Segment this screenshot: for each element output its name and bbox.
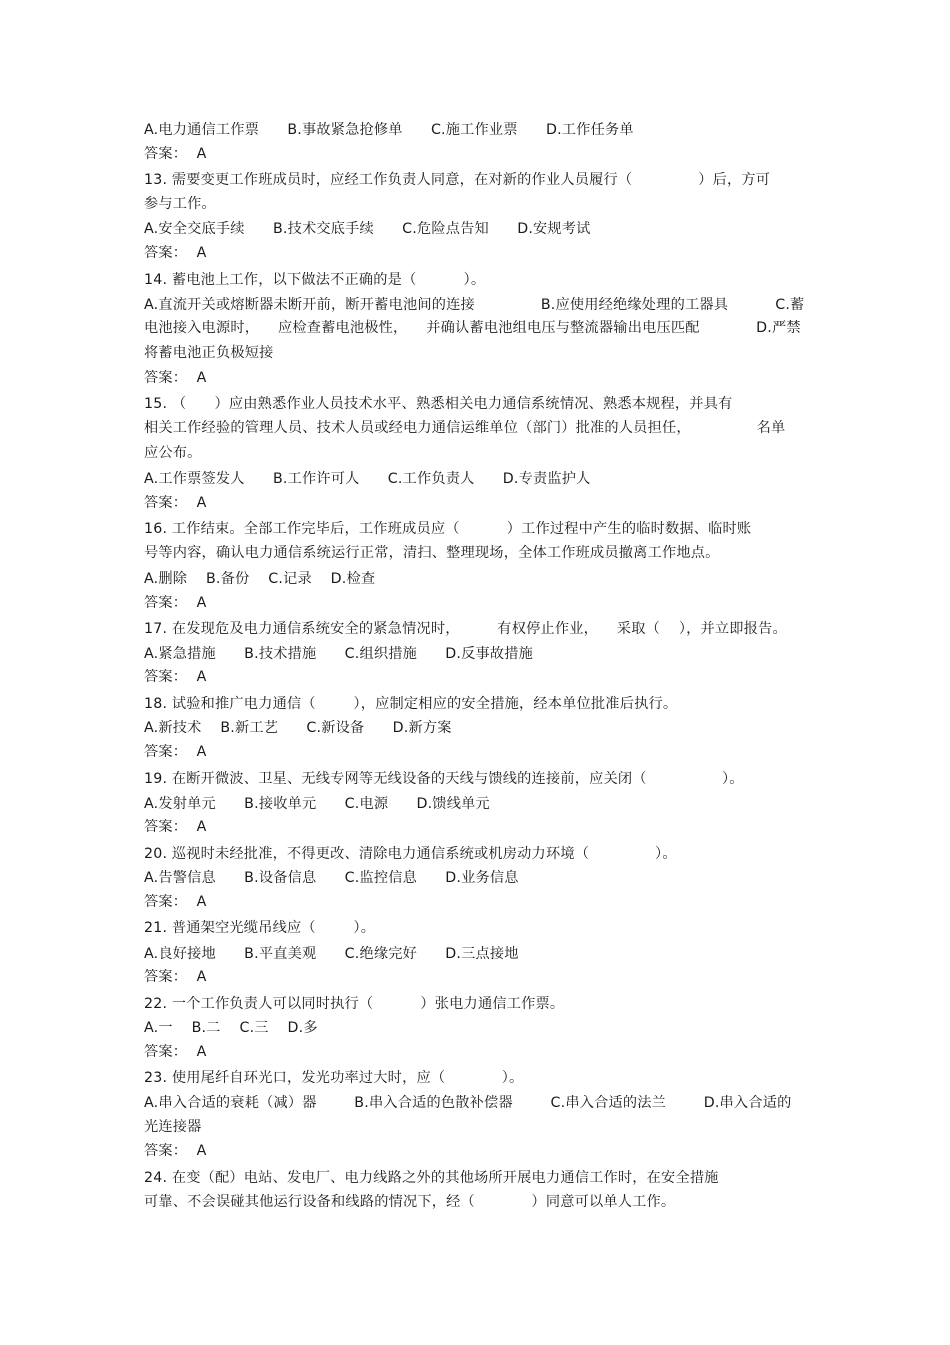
question-line: 13. 需要变更工作班成员时，应经工作负责人同意，在对新的作业人员履行（ ）后，方可 (144, 172, 771, 188)
option-line: A.告警信息 B.设备信息 C.监控信息 D.业务信息 (144, 870, 519, 886)
option-line: 将蓄电池正负极短接 (144, 345, 274, 361)
question-line: 号等内容，确认电力通信系统运行正常，清扫、整理现场，全体工作班成员撤离工作地点。 (144, 545, 720, 561)
answer-line: 答案： A (144, 370, 207, 386)
option-line: A.紧急措施 B.技术措施 C.组织措施 D.反事故措施 (144, 646, 534, 662)
answer-line: 答案： A (144, 245, 207, 261)
option-line: A.良好接地 B.平直美观 C.绝缘完好 D.三点接地 (144, 946, 519, 962)
question-line: 23. 使用尾纤自环光口，发光功率过大时，应（ ）。 (144, 1070, 524, 1086)
option-line: A.串入合适的衰耗（减）器 B.串入合适的色散补偿器 C.串入合适的法兰 D.串入合适的 (144, 1095, 792, 1111)
question-line: 参与工作。 (144, 196, 216, 212)
answer-line: 答案： A (144, 146, 207, 162)
question-line: 18. 试验和推广电力通信（ ），应制定相应的安全措施，经本单位批准后执行。 (144, 696, 678, 712)
answer-line: 答案： A (144, 744, 207, 760)
question-line: 19. 在断开微波、卫星、无线专网等无线设备的天线与馈线的连接前，应关闭（ ）。 (144, 771, 744, 787)
option-line: 电池接入电源时， 应检查蓄电池极性， 并确认蓄电池组电压与整流器输出电压匹配 D.严禁 (144, 320, 801, 336)
question-line: 17. 在发现危及电力通信系统安全的紧急情况时， 有权停止作业， 采取（ ），并立即报告。 (144, 621, 787, 637)
option-line: A.一 B.二 C.三 D.多 (144, 1020, 318, 1036)
option-line: A.直流开关或熔断器未断开前，断开蓄电池间的连接 B.应使用经绝缘处理的工器具 C.蓄 (144, 297, 805, 313)
question-line: 14. 蓄电池上工作，以下做法不正确的是（ ）。 (144, 272, 486, 288)
option-line: A.电力通信工作票 B.事故紧急抢修单 C.施工作业票 D.工作任务单 (144, 122, 634, 138)
question-line: 24. 在变（配）电站、发电厂、电力线路之外的其他场所开展电力通信工作时，在安全措施 (144, 1170, 719, 1186)
answer-line: 答案： A (144, 1044, 207, 1060)
question-line: 16. 工作结束。全部工作完毕后，工作班成员应（ ）工作过程中产生的临时数据、临时账 (144, 521, 752, 537)
answer-line: 答案： A (144, 669, 207, 685)
option-line: A.删除 B.备份 C.记录 D.检查 (144, 571, 376, 587)
question-line: 22. 一个工作负责人可以同时执行（ ）张电力通信工作票。 (144, 996, 565, 1012)
answer-line: 答案： A (144, 595, 207, 611)
answer-line: 答案： A (144, 819, 207, 835)
answer-line: 答案： A (144, 495, 207, 511)
question-line: 15. （ ）应由熟悉作业人员技术水平、熟悉相关电力通信系统情况、熟悉本规程，并具有 (144, 396, 733, 412)
option-line: A.发射单元 B.接收单元 C.电源 D.馈线单元 (144, 796, 490, 812)
option-line: A.新技术 B.新工艺 C.新设备 D.新方案 (144, 720, 452, 736)
question-line: 21. 普通架空光缆吊线应（ ）。 (144, 920, 376, 936)
question-line: 应公布。 (144, 445, 202, 461)
answer-line: 答案： A (144, 1143, 207, 1159)
question-line: 可靠、不会误碰其他运行设备和线路的情况下，经（ ）同意可以单人工作。 (144, 1194, 676, 1210)
question-line: 20. 巡视时未经批准，不得更改、清除电力通信系统或机房动力环境（ ）。 (144, 846, 677, 862)
option-line: A.安全交底手续 B.技术交底手续 C.危险点告知 D.安规考试 (144, 221, 591, 237)
answer-line: 答案： A (144, 969, 207, 985)
question-line: 相关工作经验的管理人员、技术人员或经电力通信运维单位（部门）批准的人员担任， 名单 (144, 420, 786, 436)
option-line: A.工作票签发人 B.工作许可人 C.工作负责人 D.专责监护人 (144, 471, 591, 487)
option-line: 光连接器 (144, 1119, 202, 1135)
answer-line: 答案： A (144, 894, 207, 910)
